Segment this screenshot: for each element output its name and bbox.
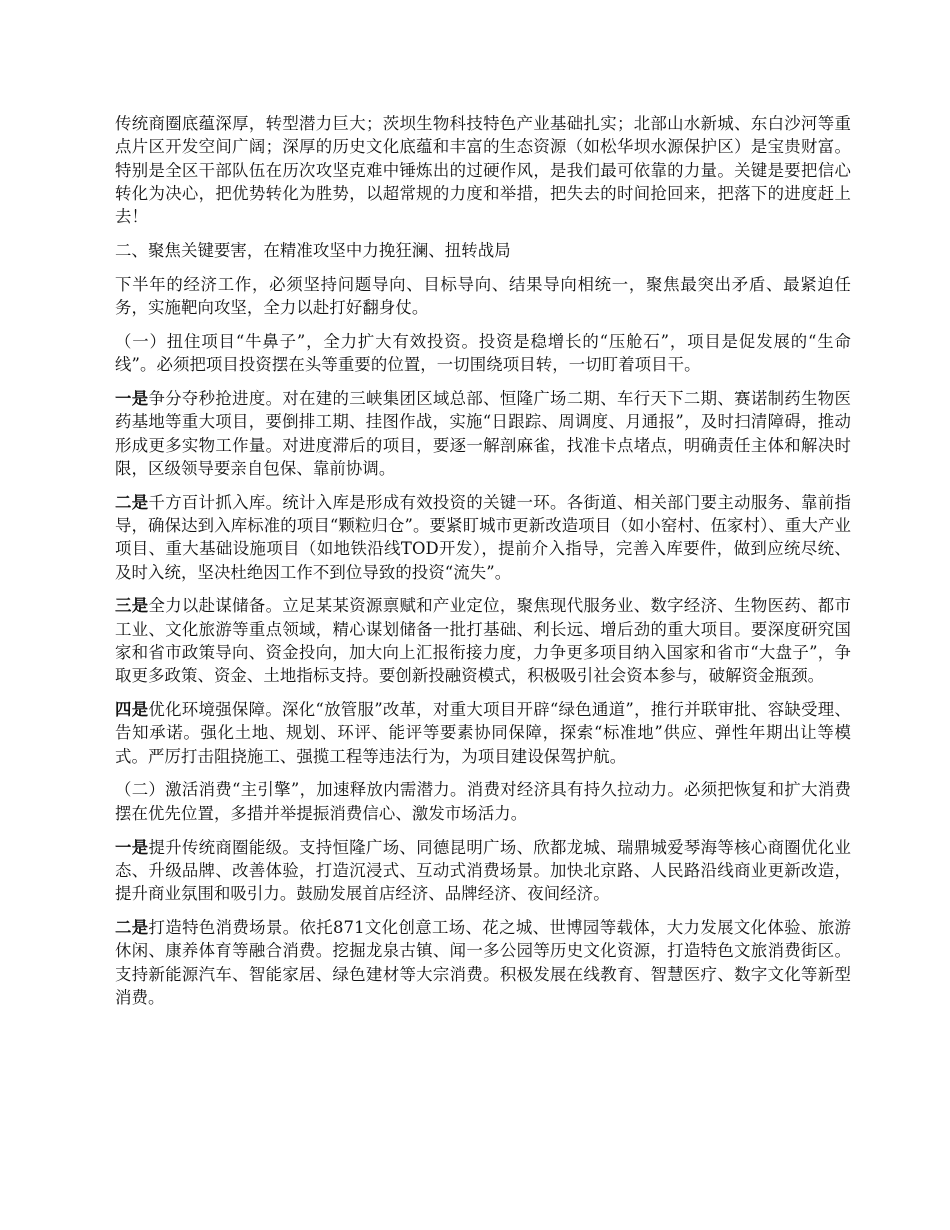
item-lead: 二是 bbox=[115, 917, 149, 937]
section-heading: 二、聚焦关键要害，在精准攻坚中力挽狂澜、扭转战局 bbox=[115, 240, 511, 260]
item-text: 提升传统商圈能级。支持恒隆广场、同德昆明广场、欣都龙城、瑞鼎城爱琴海等核心商圈优化业态、升级品牌、改善体验，打造沉浸式、互动式消费场景。加快北京路、人民路沿线商业更新改造，提升商业氛围和吸引力。鼓励发展首店经济、品牌经济、夜间经济。 bbox=[115, 837, 851, 904]
list-item bbox=[115, 387, 851, 480]
list-item bbox=[115, 594, 851, 687]
item-lead: 四是 bbox=[115, 700, 149, 720]
item-text: 优化环境强保障。深化“放管服”改革，对重大项目开辟“绿色通道”，推行并联审批、容缺受理、告知承诺。强化土地、规划、环评、能评等要素协同保障，探索“标准地”供应、弹性年期出让等模式。严厉打击阻挠施工、强揽工程等违法行为，为项目建设保驾护航。 bbox=[115, 700, 851, 766]
document-page bbox=[115, 112, 851, 1020]
subsection-1-heading: （一）扭住项目“牛鼻子”，全力扩大有效投资。投资是稳增长的“压舱石”，项目是促发展的“生命线”。必须把项目投资摆在头等重要的位置，一切围绕项目转，一切盯着项目干。 bbox=[115, 331, 851, 375]
item-lead: 一是 bbox=[115, 837, 149, 857]
section-intro: 下半年的经济工作，必须坚持问题导向、目标导向、结果导向相统一，聚焦最突出矛盾、最紧迫任务，实施靶向攻坚，全力以赴打好翻身仗。 bbox=[115, 274, 851, 318]
list-item bbox=[115, 698, 851, 768]
item-text: 千方百计抓入库。统计入库是形成有效投资的关键一环。各街道、相关部门要主动服务、靠前指导，确保达到入库标准的项目“颗粒归仓”。要紧盯城市更新改造项目（如小窑村、伍家村）、重大产业项目、重大基础设施项目（如地铁沿线TOD开发），提前介入指导，完善入库要件，做到应统尽统、及时入统，坚决杜绝因工作不到位导致的投资“流失”。 bbox=[115, 492, 851, 582]
item-text: 全力以赴谋储备。立足某某资源禀赋和产业定位，聚焦现代服务业、数字经济、生物医药、都市工业、文化旅游等重点领域，精心谋划储备一批打基础、利长远、增后劲的重大项目。要深度研究国家和省市政策导向、资金投向，加大向上汇报衔接力度，力争更多项目纳入国家和省市“大盘子”，争取更多政策、资金、土地指标支持。要创新投融资模式，积极吸引社会资本参与，破解资金瓶颈。 bbox=[115, 596, 851, 686]
item-text: 打造特色消费场景。依托871文化创意工场、花之城、世博园等载体，大力发展文化体验、旅游休闲、康养体育等融合消费。挖掘龙泉古镇、闻一多公园等历史文化资源，打造特色文旅消费街区。支持新能源汽车、智能家居、绿色建材等大宗消费。积极发展在线教育、智慧医疗、数字文化等新型消费。 bbox=[115, 917, 851, 1007]
item-lead: 三是 bbox=[115, 596, 149, 616]
subsection-2-heading: （二）激活消费“主引擎”，加速释放内需潜力。消费对经济具有持久拉动力。必须把恢复和扩大消费摆在优先位置，多措并举提振消费信心、激发市场活力。 bbox=[115, 780, 851, 823]
item-lead: 一是 bbox=[115, 388, 149, 408]
list-item bbox=[115, 916, 851, 1009]
list-item bbox=[115, 836, 851, 906]
item-text: 争分夺秒抢进度。对在建的三峡集团区域总部、恒隆广场二期、车行天下二期、赛诺制药生物医药基地等重大项目，要倒排工期、挂图作战，实施“日跟踪、周调度、月通报”，及时扫清障碍，推动形成更多实物工作量。对进度滞后的项目，要逐一解剖麻雀，找准卡点堵点，明确责任主体和解决时限，区级领导要亲自包保、靠前协调。 bbox=[115, 388, 851, 478]
opening-paragraph: 传统商圈底蕴深厚，转型潜力巨大；茨坝生物科技特色产业基础扎实；北部山水新城、东白沙河等重点片区开发空间广阔；深厚的历史文化底蕴和丰富的生态资源（如松华坝水源保护区）是宝贵财富。特别是全区干部队伍在历次攻坚克难中锤炼出的过硬作风，是我们最可依靠的力量。关键是要把信心转化为决心，把优势转化为胜势，以超常规的力度和举措，把失去的时间抢回来，把落下的进度赶上去！ bbox=[115, 114, 851, 227]
list-item bbox=[115, 491, 851, 584]
item-lead: 二是 bbox=[115, 492, 149, 512]
